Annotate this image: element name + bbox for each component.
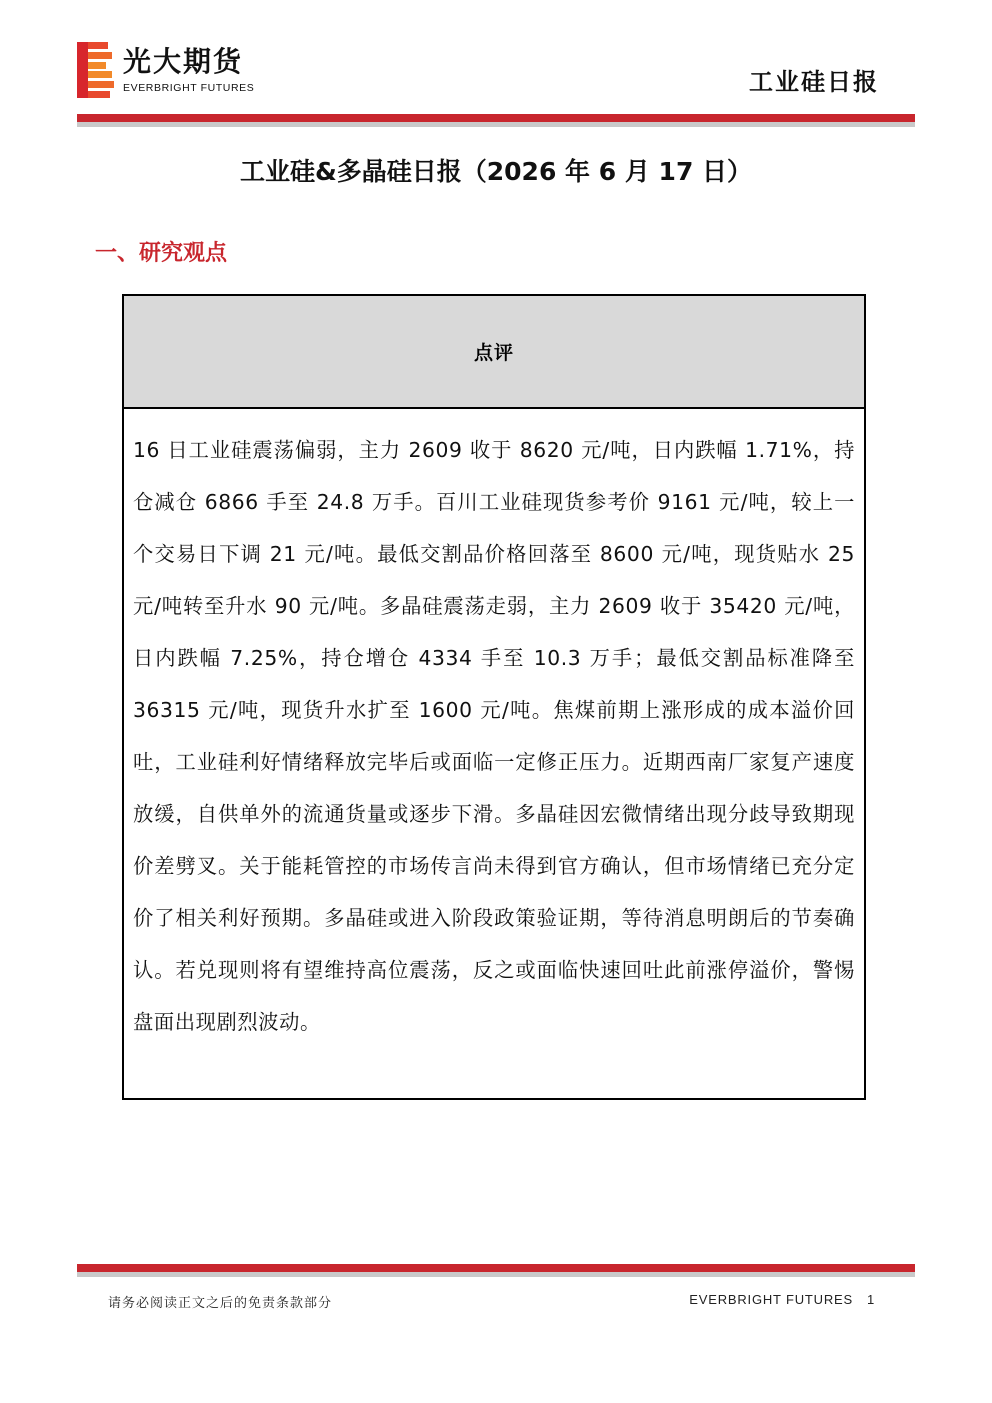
footer-brand: EVERBRIGHT FUTURES bbox=[689, 1292, 853, 1307]
header-divider-shadow bbox=[77, 122, 915, 127]
report-type-label: 工业硅日报 bbox=[749, 68, 879, 96]
section-heading: 一、研究观点 bbox=[95, 241, 228, 266]
commentary-box-header bbox=[124, 296, 864, 409]
header-divider bbox=[77, 114, 915, 122]
company-logo bbox=[77, 42, 297, 100]
logo-chinese-name: 光大期货 bbox=[123, 45, 244, 78]
footer-brand-page bbox=[689, 1292, 875, 1307]
page-number: 1 bbox=[866, 1292, 875, 1307]
everbright-logo-icon bbox=[77, 42, 115, 98]
commentary-box bbox=[122, 294, 866, 1100]
commentary-text: 16 日工业硅震荡偏弱，主力 2609 收于 8620 元/吨，日内跌幅 1.71%，持仓减仓 6866 手至 24.8 万手。百川工业硅现货参考价 9161 元/吨，较上一个交易日下调 21 元/吨。最低交割品价格回落至 8600 元/吨，现货贴水 25 元/吨转至升水 90 元/吨。多晶硅震荡走弱，主力 2609 收于 35420 元/吨，日内跌幅 7.25%，持仓增仓 4334 手至 10.3 万手；最低交割品标准降至 36315 元/吨，现货升水扩至 1600 元/吨。焦煤前期上涨形成的成本溢价回吐，工业硅利好情绪释放完毕后或面临一定修正压力。近期西南厂家复产速度放缓，自供单外的流通货量或逐步下滑。多晶硅因宏微情绪出现分歧导致期现价差劈叉。关于能耗管控的市场传言尚未得到官方确认，但市场情绪已充分定价了相关利好预期。多晶硅或进入阶段政策验证期，等待消息明朗后的节奏确认。若兑现则将有望维持高位震荡，反之或面临快速回吐此前涨停溢价，警惕盘面出现剧烈波动。 bbox=[133, 438, 855, 1034]
footer-disclaimer: 请务必阅读正文之后的免责条款部分 bbox=[108, 1296, 333, 1311]
logo-english-name: EVERBRIGHT FUTURES bbox=[123, 82, 255, 94]
commentary-box-header-label: 点评 bbox=[473, 342, 514, 364]
footer-divider bbox=[77, 1264, 915, 1272]
document-title: 工业硅&多晶硅日报（2026 年 6 月 17 日） bbox=[239, 157, 753, 186]
footer-divider-shadow bbox=[77, 1272, 915, 1277]
